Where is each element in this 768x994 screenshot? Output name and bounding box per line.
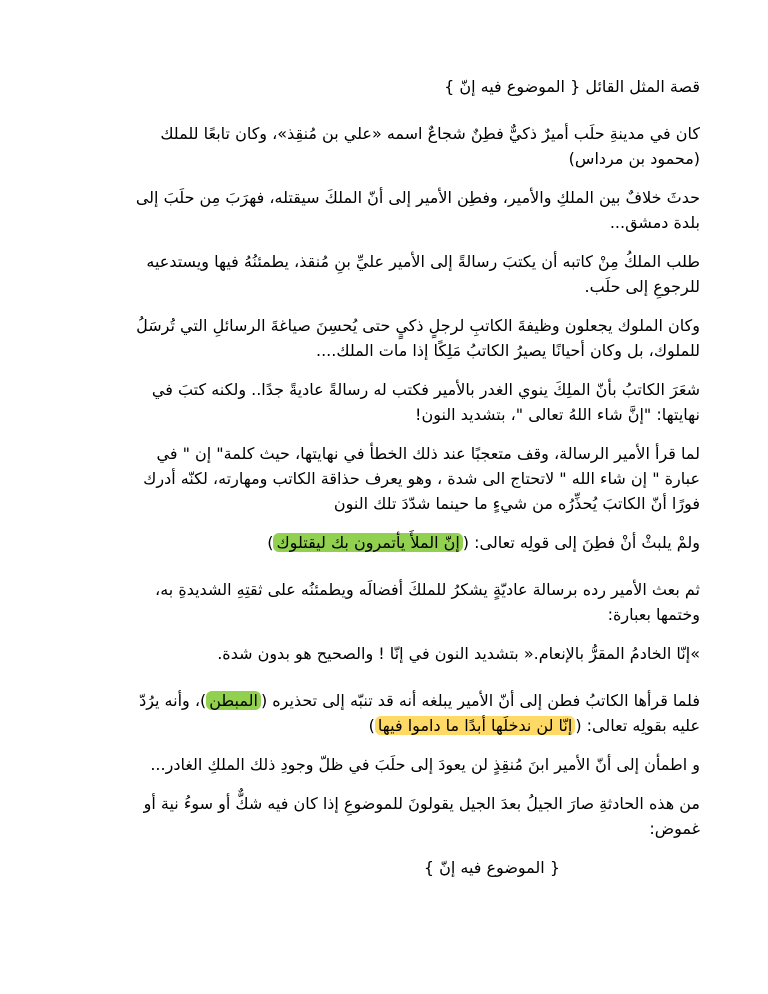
paragraph-10-close: ) [368,716,375,735]
paragraph-12: من هذه الحادثةِ صارَ الجيلُ بعدَ الجيل يقولونَ للموضوعِ إذا كان فيه شكٌّ أو سوءُ نية أو غموض: [143,794,700,838]
mubattan-highlight: المبطن [206,691,261,710]
paragraph-2: حدثَ خلافٌ بين الملكِ والأمير، وفطِن الأمير إلى أنّ الملكَ سيقتله، فهرَبَ مِن حلَبَ إلى بلدة دمشق... [135,188,700,232]
document-body [120,74,700,894]
paragraph-5: شعَرَ الكاتبُ بأنّ الملِكَ ينوي الغدر بالأمير فكتب له رسالةً عاديةً جدًا.. ولكنه كتبَ في نهايتها: "إنَّ شاء اللهُ تعالى "، بتشديد النون! [151,380,700,424]
paragraph-10-middle: )، وأنه يرُدّ عليه بقولِه تعالى: ( [139,691,700,735]
paragraph-10 [120,688,700,738]
paragraph-7-text: ولمْ يلبثْ أنْ فطِنَ إلى قولِه تعالى: ( [462,533,700,552]
quran-verse-highlight-2: إنّا لن ندخلَها أبدًا ما داموا فيها [375,716,575,735]
paragraph-4: وكان الملوك يجعلون وظيفةَ الكاتبِ لرجلٍ ذكيٍ حتى يُحسِنَ صياغةَ الرسائلِ التي تُرسَلُ للملوك، بل وكان أحيانًا يصيرُ الكاتبُ مَلِكًا إذا مات الملك.... [136,316,700,360]
paragraph-7-close: ) [267,533,274,552]
story-title: قصة المثل القائل { الموضوع فيه إنّ } [444,77,700,96]
paragraph-8: ثم بعث الأمير رده برسالة عاديّةٍ يشكرُ للملكَ أفضالَه ويطمئنُه على ثقتِهِ الشديدةِ به، وختمها بعبارة: [155,580,700,624]
paragraph-6: لما قرأ الأمير الرسالة، وقف متعجبًا عند ذلك الخطأ في نهايتها، حيث كلمة" إن " في عبارة " إن شاء الله " لاتحتاج الى شدة ، وهو يعرف حذاقة الكاتب ومهارته، لكنّه أدرك فورًا أنّ الكاتبَ يُحذِّرُه من شيءٍ ما حينما شدّدَ تلك النون [143,444,700,513]
closing-phrase: { الموضوع فيه إنّ } [423,858,560,877]
paragraph-11: و اطمأن إلى أنّ الأمير ابنَ مُنقِذٍ لن يعودَ إلى حلَبَ في ظلّ وجودِ ذلك الملكِ الغادر... [150,755,700,774]
quran-verse-highlight: إنّ الملأَ يأتمرون بك ليقتلوك [273,533,462,552]
paragraph-10-text: فلما قرأها الكاتبُ فطن إلى أنّ الأمير يبلغه أنه قد تنبّه إلى تحذيره ( [260,691,700,710]
paragraph-1: كان في مدينةِ حلَب أميرٌ ذكيٌّ فطِنٌ شجاعٌ اسمه «علي بن مُنقِذ»، وكان تابعًا للملك (محمود بن مرداس) [160,124,700,168]
paragraph-9: »إنّا الخادمُ المقرُّ بالإنعام.« بتشديد النون في إنّا ! والصحيح هو بدون شدة. [217,644,700,663]
paragraph-3: طلب الملكُ مِنْ كاتبه أن يكتبَ رسالةً إلى الأمير عليِّ بنِ مُنقذ، يطمئنُهُ فيها ويستدعيه للرجوعِ إلى حلَب. [146,252,700,296]
paragraph-7 [120,530,700,555]
